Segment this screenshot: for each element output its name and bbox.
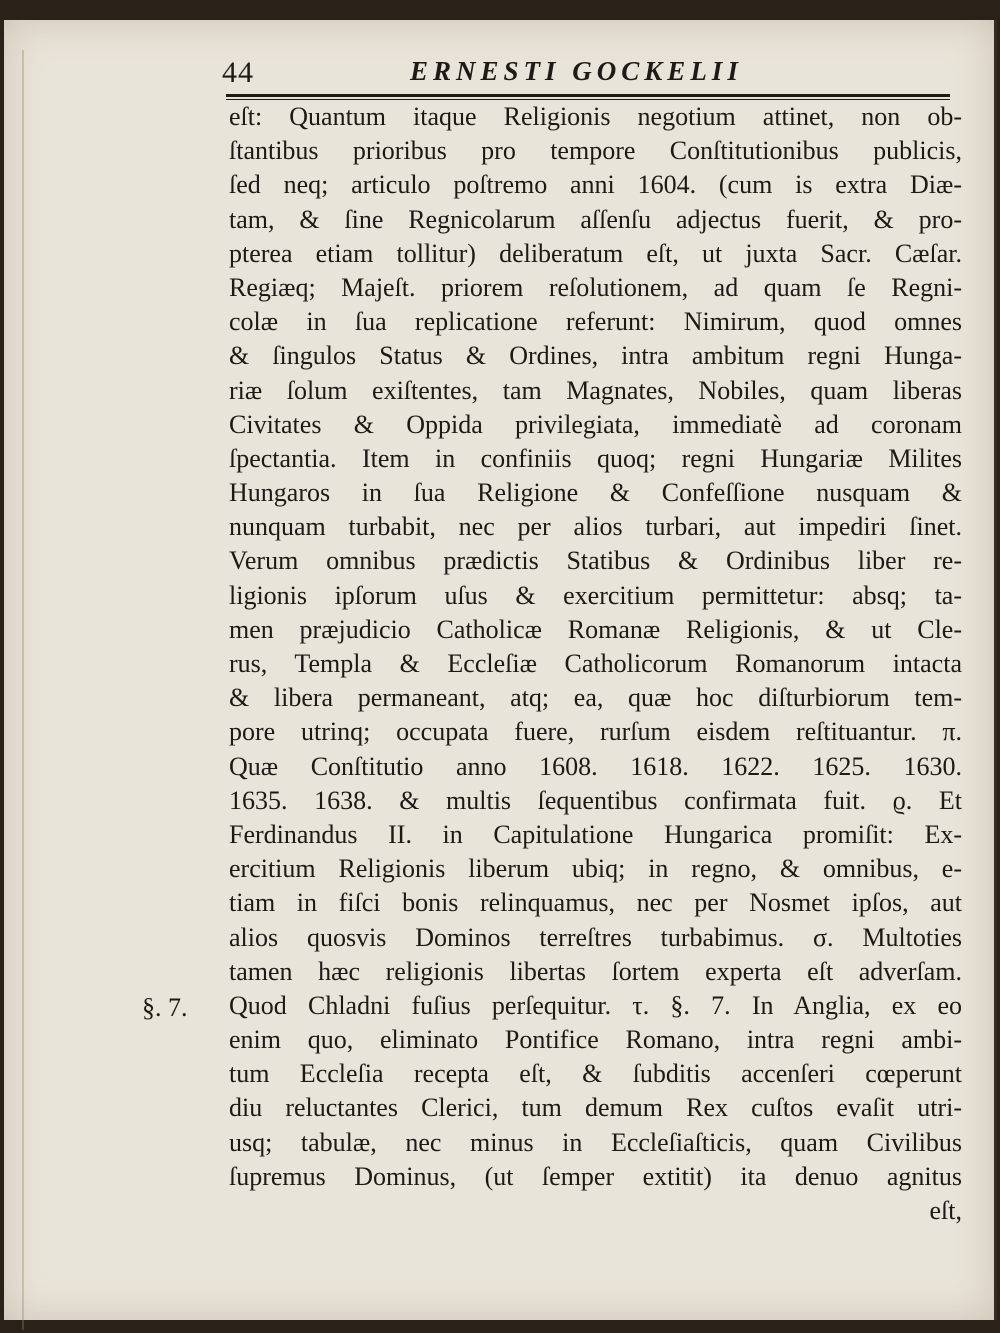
text-line: ercitium Religionis liberum ubiq; in regno, & omnibus, e- — [229, 854, 962, 884]
text-line: 1635. 1638. & multis ſequentibus confirmata fuit. ϱ. Et — [229, 785, 962, 815]
text-line: alios quosvis Dominos terreſtres turbabimus. σ. Multoties — [229, 922, 962, 952]
text-line: tam, & ſine Regnicolarum aſſenſu adjectus fuerit, & pro- — [229, 204, 962, 234]
text-line: nunquam turbabit, nec per alios turbari, aut impediri ſinet. — [229, 512, 962, 542]
text-line: tiam in fiſci bonis relinquamus, nec per Nosmet ipſos, aut — [229, 888, 962, 918]
text-line: enim quo, eliminato Pontifice Romano, intra regni ambi- — [229, 1025, 962, 1055]
text-line: Regiæq; Majeſt. priorem reſolutionem, ad quam ſe Regni- — [229, 272, 962, 302]
header-rule — [226, 94, 950, 97]
text-line: ſed neq; articulo poſtremo anni 1604. (cum is extra Diæ- — [229, 170, 962, 200]
text-line: Quæ Conſtitutio anno 1608. 1618. 1622. 1625. 1630. — [229, 751, 962, 781]
text-line: tamen hæc religionis libertas ſortem experta eſt adverſam. — [229, 956, 962, 986]
body-text — [229, 100, 962, 1228]
text-line: ligionis ipſorum uſus & exercitium permittetur: absq; ta- — [229, 580, 962, 610]
page-number: 44 — [222, 56, 254, 89]
text-line: ſupremus Dominus, (ut ſemper extitit) ita denuo agnitus — [229, 1161, 962, 1191]
text-line: tum Eccleſia recepta eſt, & ſubditis accenſeri cœperunt — [229, 1059, 962, 1089]
text-line: diu reluctantes Clerici, tum demum Rex cuſtos evaſit utri- — [229, 1093, 962, 1123]
text-line: Quod Chladni fuſius perſequitur. τ. §. 7. In Anglia, ex eo — [229, 990, 962, 1020]
text-line: usq; tabulæ, nec minus in Eccleſiaſticis, quam Civilibus — [229, 1127, 962, 1157]
text-line: men præjudicio Catholicæ Romanæ Religionis, & ut Cle- — [229, 614, 962, 644]
text-line: Hungaros in ſua Religione & Confeſſione nusquam & — [229, 478, 962, 508]
text-line: riæ ſolum exiſtentes, tam Magnates, Nobiles, quam liberas — [229, 375, 962, 405]
text-line: ſpectantia. Item in confiniis quoq; regni Hungariæ Milites — [229, 443, 962, 473]
section-marker: §. 7. — [142, 993, 188, 1022]
text-line: & ſingulos Status & Ordines, intra ambitum regni Hunga- — [229, 341, 962, 371]
page-header — [222, 56, 964, 92]
text-line: Civitates & Oppida privilegiata, immediatè ad coronam — [229, 409, 962, 439]
text-line: eſt: Quantum itaque Religionis negotium attinet, non ob- — [229, 102, 962, 131]
text-line: Ferdinandus II. in Capitulatione Hungarica promiſit: Ex- — [229, 819, 962, 849]
page-fold-shadow — [22, 50, 24, 1330]
text-line: Verum omnibus prædictis Statibus & Ordinibus liber re- — [229, 546, 962, 576]
text-line: rus, Templa & Eccleſiæ Catholicorum Romanorum intacta — [229, 649, 962, 678]
text-line: pterea etiam tollitur) deliberatum eſt, ut juxta Sacr. Cæſar. — [229, 238, 962, 268]
running-head: ERNESTI GOCKELII — [410, 56, 743, 86]
text-line: & libera permaneant, atq; ea, quæ hoc diſturbiorum tem- — [229, 683, 962, 713]
text-line-catchword: eſt, — [929, 1196, 962, 1225]
text-line: pore utrinq; occupata fuere, rurſum eisdem reſtituantur. π. — [229, 717, 962, 747]
text-line: colæ in ſua replicatione referunt: Nimirum, quod omnes — [229, 307, 962, 337]
text-line: ſtantibus prioribus pro tempore Conſtitutionibus publicis, — [229, 136, 962, 166]
